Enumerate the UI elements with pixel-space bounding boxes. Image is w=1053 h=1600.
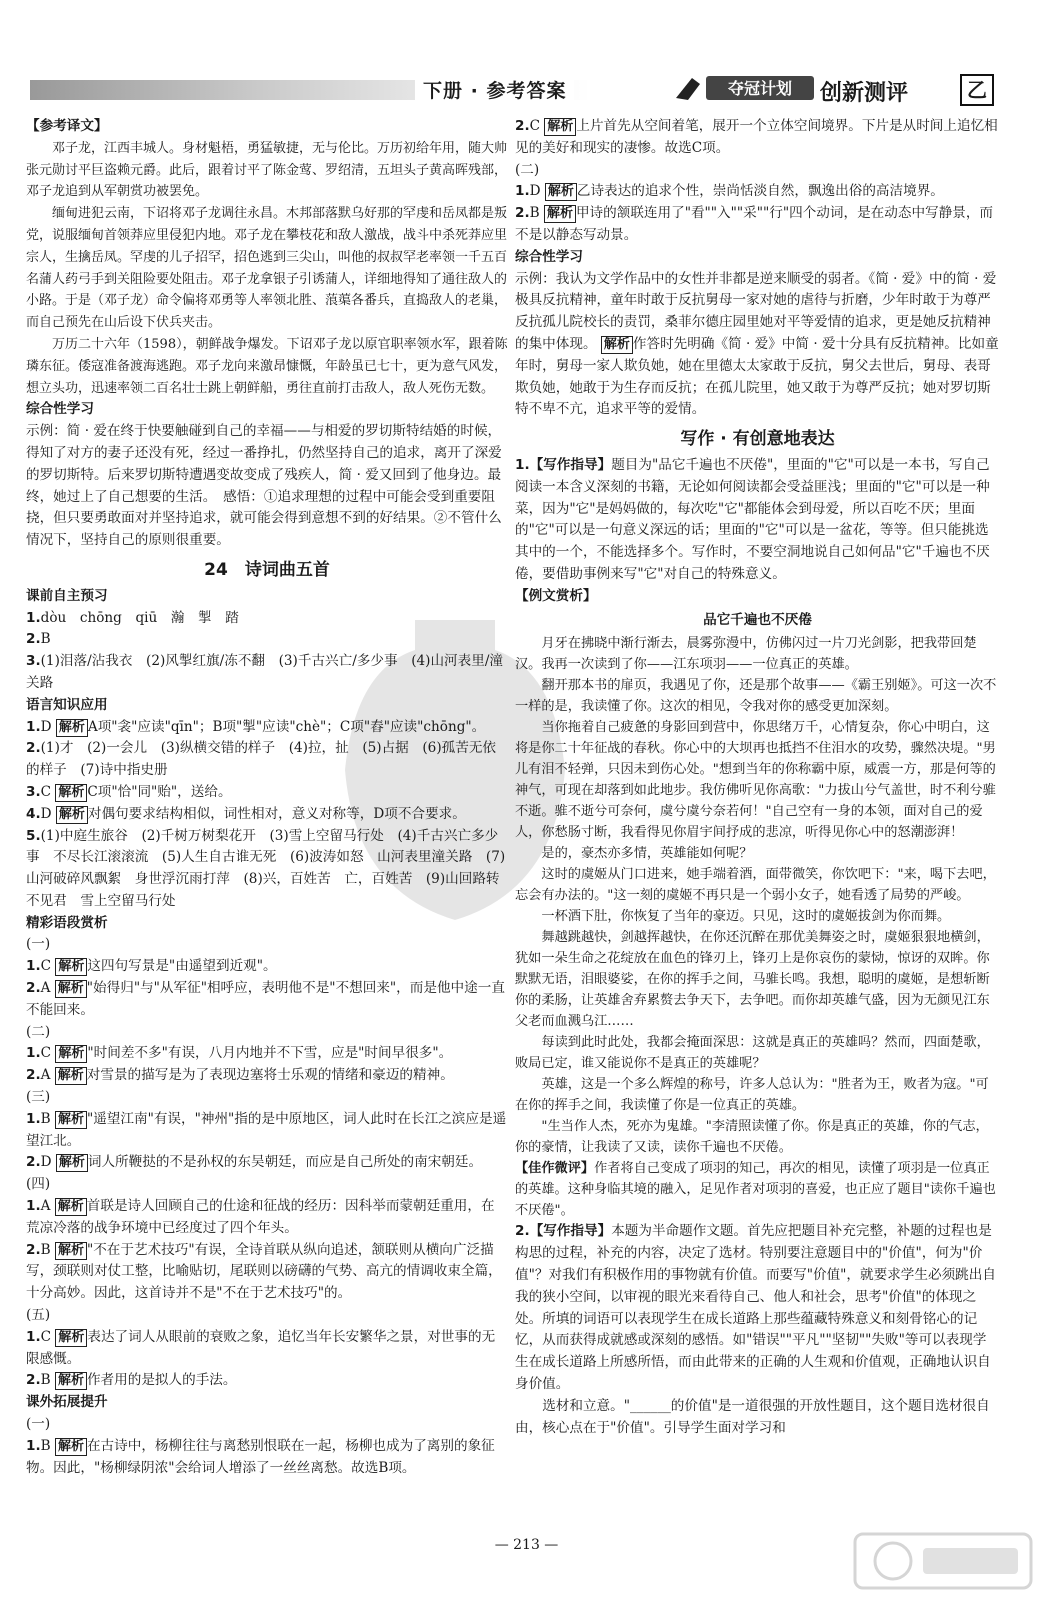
kewai-label: 课外拓展提升: [26, 1394, 108, 1411]
essay-title: 品它千遍也不厌倦: [703, 611, 812, 628]
ref-trans-para: 万历二十六年（1598），朝鲜战争爆发。下诏邓子龙以原官职率领水军，跟着陈璘东征。倭寇准备渡海逃跑。邓子龙向来激昂慷慨，年龄虽已七十，更为意气风发，想立头功，迅速率领二百名壮士跳上朝鲜船，勇往直前打击敌人，敌人死伤无数。: [26, 336, 508, 396]
writing-title: 写作 · 有创意地表达: [680, 429, 835, 450]
writing-guide: 2.【写作指导】本题为半命题作文题。首先应把题目补充完整，补题的过程也是构思的过程，补充的内容，决定了选材。特别要注意题目中的"价值"，何为"价值"？对我们有积极作用的事物就有价值。而要写"价值"，就要求学生必须跳出自我的狭小空间，以审视的眼光来看待自己、他人和社会，思考"价值"的体现之处。所填的词语可以表现学生在成长道路上那些蕴藏特殊意义和刻骨铭心的记忆，从而获得成就感或深刻的感悟。如"错误""平凡""坚韧""失败"等可以表现学生在成长道路上所感所悟，而由此带来的正确的人生观和价值观，正确地认识自身价值。: [515, 1223, 996, 1392]
answer-item: 1.C 解析 这四句写景是"由遥望到近观"。: [26, 958, 277, 975]
answer-item: 5.(1)中庭生旅谷 (2)千树万树梨花开 (3)雪上空留马行处 (4)千古兴亡多少事 不尽长江滚滚流 (5)人生自古谁无死 (6)波涛如怒 山河表里潼关路 (7)山河破碎风飘絮 身世浮沉雨打萍 (8)兴，百姓苦 亡，百姓苦 (9)山回路转不见君 雪上空留马行处: [26, 827, 506, 909]
page-number: — 213 —: [494, 1537, 559, 1553]
jingcai-label: 精彩语段赏析: [26, 914, 108, 931]
zonghe-text: 示例：简 · 爱在终于快要触碰到自己的幸福——与相爱的罗切斯特结婚的时候，得知了对方的妻子还没有死，经过一番挣扎，仍然坚持自己的追求，离开了深爱的罗切斯特。后来罗切斯特遭遇变故变成了残疾人，简 · 爱又回到了他身边。最终，她过上了自己想要的生活。 感悟：①追求理想的过程中可能会受到重要阻挠，但只要勇敢面对并坚持追求，就可能会得到意想不到的好结果。②不管什么情况下，坚持自己的原则很重要。: [26, 423, 502, 549]
ref-trans-para: 邓子龙，江西丰城人。身材魁梧，勇猛敏捷，无与伦比。万历初给年用，随大帅张元勋讨平巨盗赖元爵。此后，跟着讨平了陈金莺、罗绍清，五坦头子黄高晖残部，邓子龙追到从军朝赏功被罢免。: [26, 140, 508, 200]
group-marker: (一): [26, 936, 51, 953]
answer-item: 1.A 解析 首联是诗人回顾自己的仕途和征战的经历：因科举而蒙朝廷重用，在荒凉冷落的战争环境中已经度过了四个年头。: [26, 1198, 495, 1236]
brand-name: 创新测评: [820, 81, 909, 106]
watermark-stamp-icon: [853, 1532, 1033, 1590]
answer-item: 1.B 解析 在古诗中，杨柳往往与离愁别恨联在一起，杨柳也成为了离别的象征物。因此，"杨柳绿阴浓"会给词人增添了一丝丝离愁。故选B项。: [26, 1437, 495, 1476]
answer-item: 2.B 解析 "不在于艺术技巧"有误，全诗首联从纵向追述，颔联则从横向广泛描写，颈联则对仗工整，比喻贴切，尾联则以磅礴的气势、高亢的情调收束全篇，十分高妙。因此，这首诗并不是"不在于艺术技巧"的。: [26, 1241, 502, 1302]
writing-guide-tail: 选材和立意。"______的价值"是一道很强的开放性题目，这个题目选材很自由，核心点在于"价值"。引导学生面对学习和: [515, 1397, 990, 1436]
essay-comment: 【佳作微评】作者将自己变成了项羽的知己，再次的相见，读懂了项羽是一位真正的英雄。这种身临其境的融入，足见作者对项羽的喜爱，也正应了题目"读你千遍也不厌倦"。: [515, 1161, 996, 1219]
group-marker: (二): [26, 1023, 51, 1040]
left-column: [26, 116, 508, 1479]
group-marker: (一): [26, 1416, 51, 1433]
zonghe-label: 综合性学习: [515, 248, 583, 265]
answer-item: 4.D 解析 对偶句要求结构相似，词性相对，意义对称等，D项不合要求。: [26, 805, 466, 822]
answer-item: 1.dòu chōng qiū 瀚 掣 踏: [26, 609, 239, 626]
answer-item: 1.C 解析 表达了词人从眼前的衰败之象，追忆当年长安繁华之景，对世事的无限感慨。: [26, 1328, 496, 1367]
answer-item: 2.B 解析 甲诗的颔联连用了"看""入""采""行"四个动词，是在动态中写静景，而不是以静态写动景。: [515, 205, 994, 243]
right-column: [515, 116, 1000, 1439]
writing-guide: 1.【写作指导】题目为"品它千遍也不厌倦"，里面的"它"可以是一本书，写自己阅读一本含义深刻的书籍，无论如何阅读都会受益匪浅；里面的"它"可以是一种菜，因为"它"是妈妈做的，每次吃"它"都能体会到母爱，所以百吃不厌；里面的"它"可以是一句意义深远的话；里面的"它"可以是一盆花，等等。但只能挑选其中的一个，不能选择多个。写作时，不要空洞地说自己如何品"它"千遍也不厌倦，要借助事例来写"它"对自己的特殊意义。: [515, 456, 990, 582]
essay-para: 这时的虞姬从门口进来，她手端着酒，面带微笑，你饮吧下："来，喝下去吧，忘会有办法的。"这一刻的虞姬不再只是一个弱小女子，她看透了局势的严峻。: [515, 867, 996, 904]
answer-item: 2.C 解析 上片首先从空间着笔，展开一个立体空间境界。下片是从时间上追忆相见的美好和现实的凄惨。故选C项。: [515, 118, 998, 156]
answer-item: 2.A 解析 对雪景的描写是为了表现边塞将士乐观的情绪和豪迈的精神。: [26, 1067, 454, 1084]
group-marker: (三): [26, 1089, 51, 1106]
essay-para: 翻开那本书的扉页，我遇见了你，还是那个故事——《霸王别姬》。可这一次不一样的是，我读懂了你。这次的相见，令我对你的感受更加深刻。: [515, 678, 997, 715]
essay-para: 舞越跳越快，剑越挥越快，在你还沉醉在那优美舞姿之时，虞姬狠狠地横剑，犹如一朵生命之花绽放在血色的锋刃上，锋刃上是你哀伤的蒙恸，惊讶的双眸。你默默无语，泪眼婆娑，在你的挥手之间，马骓长鸣。我想，聪明的虞姬，是想斩断你的柔肠，让英雄舍弃累赘去争天下，去争吧。而你却英雄气盛，因为无颜见江东父老而血溅乌江……: [515, 930, 990, 1030]
answer-item: 3.C 解析 C项"恰"同"贻"，送给。: [26, 783, 232, 800]
lang-label: 语言知识应用: [26, 696, 108, 713]
essay-para: 一杯酒下肚，你恢复了当年的豪迈。只见，这时的虞姬拔剑为你而舞。: [541, 909, 951, 925]
essay-para: 当你拖着自己疲惫的身影回到营中，你思绪万千，心情复杂，你心中明白，这将是你二十年征战的春秋。你心中的大坝再也抵挡不住泪水的攻势，骤然决堤。"男儿有泪不轻弹，只因未到伤心处。"想到当年的你称霸中原，威震一方，那是何等的神气，可现在却落到如此地步。我仿佛听见你高歌："力拔山兮气盖世，时不利兮骓不逝。骓不逝兮可奈何，虞兮虞兮奈若何！"自己空有一身的本领，面对自己的爱人，你愁肠寸断，我看得见你眉宇间抒成的悲凉，听得见你心中的怒潮澎湃！: [515, 720, 996, 841]
answer-item: 1.C 解析 "时间差不多"有误，八月内地并不下雪，应是"时间早很多"。: [26, 1045, 453, 1062]
essay-para: 每读到此时此处，我都会掩面深思：这就是真正的英雄吗？然而，四面楚歌，败局已定，谁又能说你不是真正的英雄呢？: [515, 1035, 990, 1072]
ref-trans-label: 【参考译文】: [26, 118, 108, 134]
series-logo: [670, 72, 820, 104]
answer-item: 2.D 解析 词人所鞭挞的不是孙权的东吴朝廷，而应是自己所处的南宋朝廷。: [26, 1154, 483, 1171]
answer-item: 2.(1)才 (2)一会儿 (3)纵横交错的样子 (4)拉，扯 (5)占据 (6)孤苦无依的样子 (7)诗中指史册: [26, 740, 497, 779]
answer-item: 1.D 解析 乙诗表达的追求个性，崇尚恬淡自然，飘逸出俗的高洁境界。: [515, 183, 944, 200]
edition-badge: 乙: [960, 74, 994, 106]
lesson-title: 24 诗词曲五首: [204, 559, 330, 580]
essay-para: 英雄，这是一个多么辉煌的称号，许多人总认为："胜者为王，败者为寇。"可在你的挥手之间，我读懂了你是一位真正的英雄。: [515, 1077, 989, 1114]
group-marker: (四): [26, 1176, 51, 1193]
answer-item: 2.B: [26, 631, 51, 648]
essay-body: [515, 633, 1000, 1221]
answer-item: 2.B 解析 作者用的是拟人的手法。: [26, 1372, 237, 1389]
answer-item: 1.D 解析 A项"衾"应读"qīn"；B项"掣"应读"chè"；C项"舂"应读"chōng"。: [26, 718, 486, 735]
answer-item: 3.(1)泪落/沾我衣 (2)风掣红旗/冻不翻 (3)千古兴亡/多少事 (4)山河表里/潼关路: [26, 653, 503, 691]
example-label: 【例文赏析】: [515, 587, 597, 604]
preview-label: 课前自主预习: [26, 587, 108, 604]
essay-para: 月牙在拂晓中渐行渐去，晨雾弥漫中，仿佛闪过一片刀光剑影，把我带回楚汉。我再一次读到了你——江东项羽——一位真正的英雄。: [515, 636, 977, 673]
ref-trans-para: 缅甸进犯云南，下诏将邓子龙调往永昌。木邦部落默乌好那的罕虔和岳凤都是叛党，说服缅甸首领莽应里侵犯内地。邓子龙在攀枝花和敌人激战，战斗中杀死莽应里宗人，生擒岳凤。罕虔的儿子招罕，招色逃到三尖山，叫他的叔叔罕老率领一千五百名蒲人药弓手到关阻险要处阻击。邓子龙拿银子引诱蒲人，详细地得知了通往敌人的小路。于是（邓子龙）命令偏将邓勇等人率领北胜、蒗蕖各番兵，直捣敌人的老巢，而自己预先在山后设下伏兵夹击。: [26, 206, 508, 331]
group-marker: (五): [26, 1307, 51, 1324]
group-marker: (二): [515, 161, 540, 178]
essay-para: "生当作人杰，死亦为鬼雄。"李清照读懂了你。你是真正的英雄，你的气志，你的豪情，让我读了又读，读你千遍也不厌倦。: [515, 1119, 989, 1156]
zonghe-label: 综合性学习: [26, 401, 94, 418]
header-title: 下册 · 参考答案: [415, 76, 574, 103]
zonghe-text: 示例：我认为文学作品中的女性并非都是逆来顺受的弱者。《简 · 爱》中的简 · 爱极具反抗精神，童年时敢于反抗舅母一家对她的虐待与折磨，少年时敢于为尊严反抗孤儿院校长的责罚，桑菲尔德庄园里她对平等爱情的追求，更是她反抗精神的集中体现。 解析 作答时先明确《简 · 爱》中简 · 爱十分具有反抗精神。比如童年时，舅母一家人欺负她，她在里德太太家敢于反抗，舅父去世后，舅母、表哥欺负她，她敢于为生存而反抗；在孤儿院里，她又敢于为尊严反抗；她对罗切斯特不卑不亢，追求平等的爱情。: [515, 270, 999, 418]
answer-item: 2.A 解析 "始得归"与"从军征"相呼应，表明他不是"不想回来"，而是他中途一直不能回来。: [26, 980, 505, 1018]
essay-para: 是的，豪杰亦多情，英雄能如何呢？: [541, 846, 753, 862]
answer-item: 1.B 解析 "遥望江南"有误，"神州"指的是中原地区，词人此时在长江之滨应是遥望江北。: [26, 1110, 507, 1149]
page-header: [30, 72, 1025, 106]
logo-text: 夺冠计划: [727, 79, 793, 98]
